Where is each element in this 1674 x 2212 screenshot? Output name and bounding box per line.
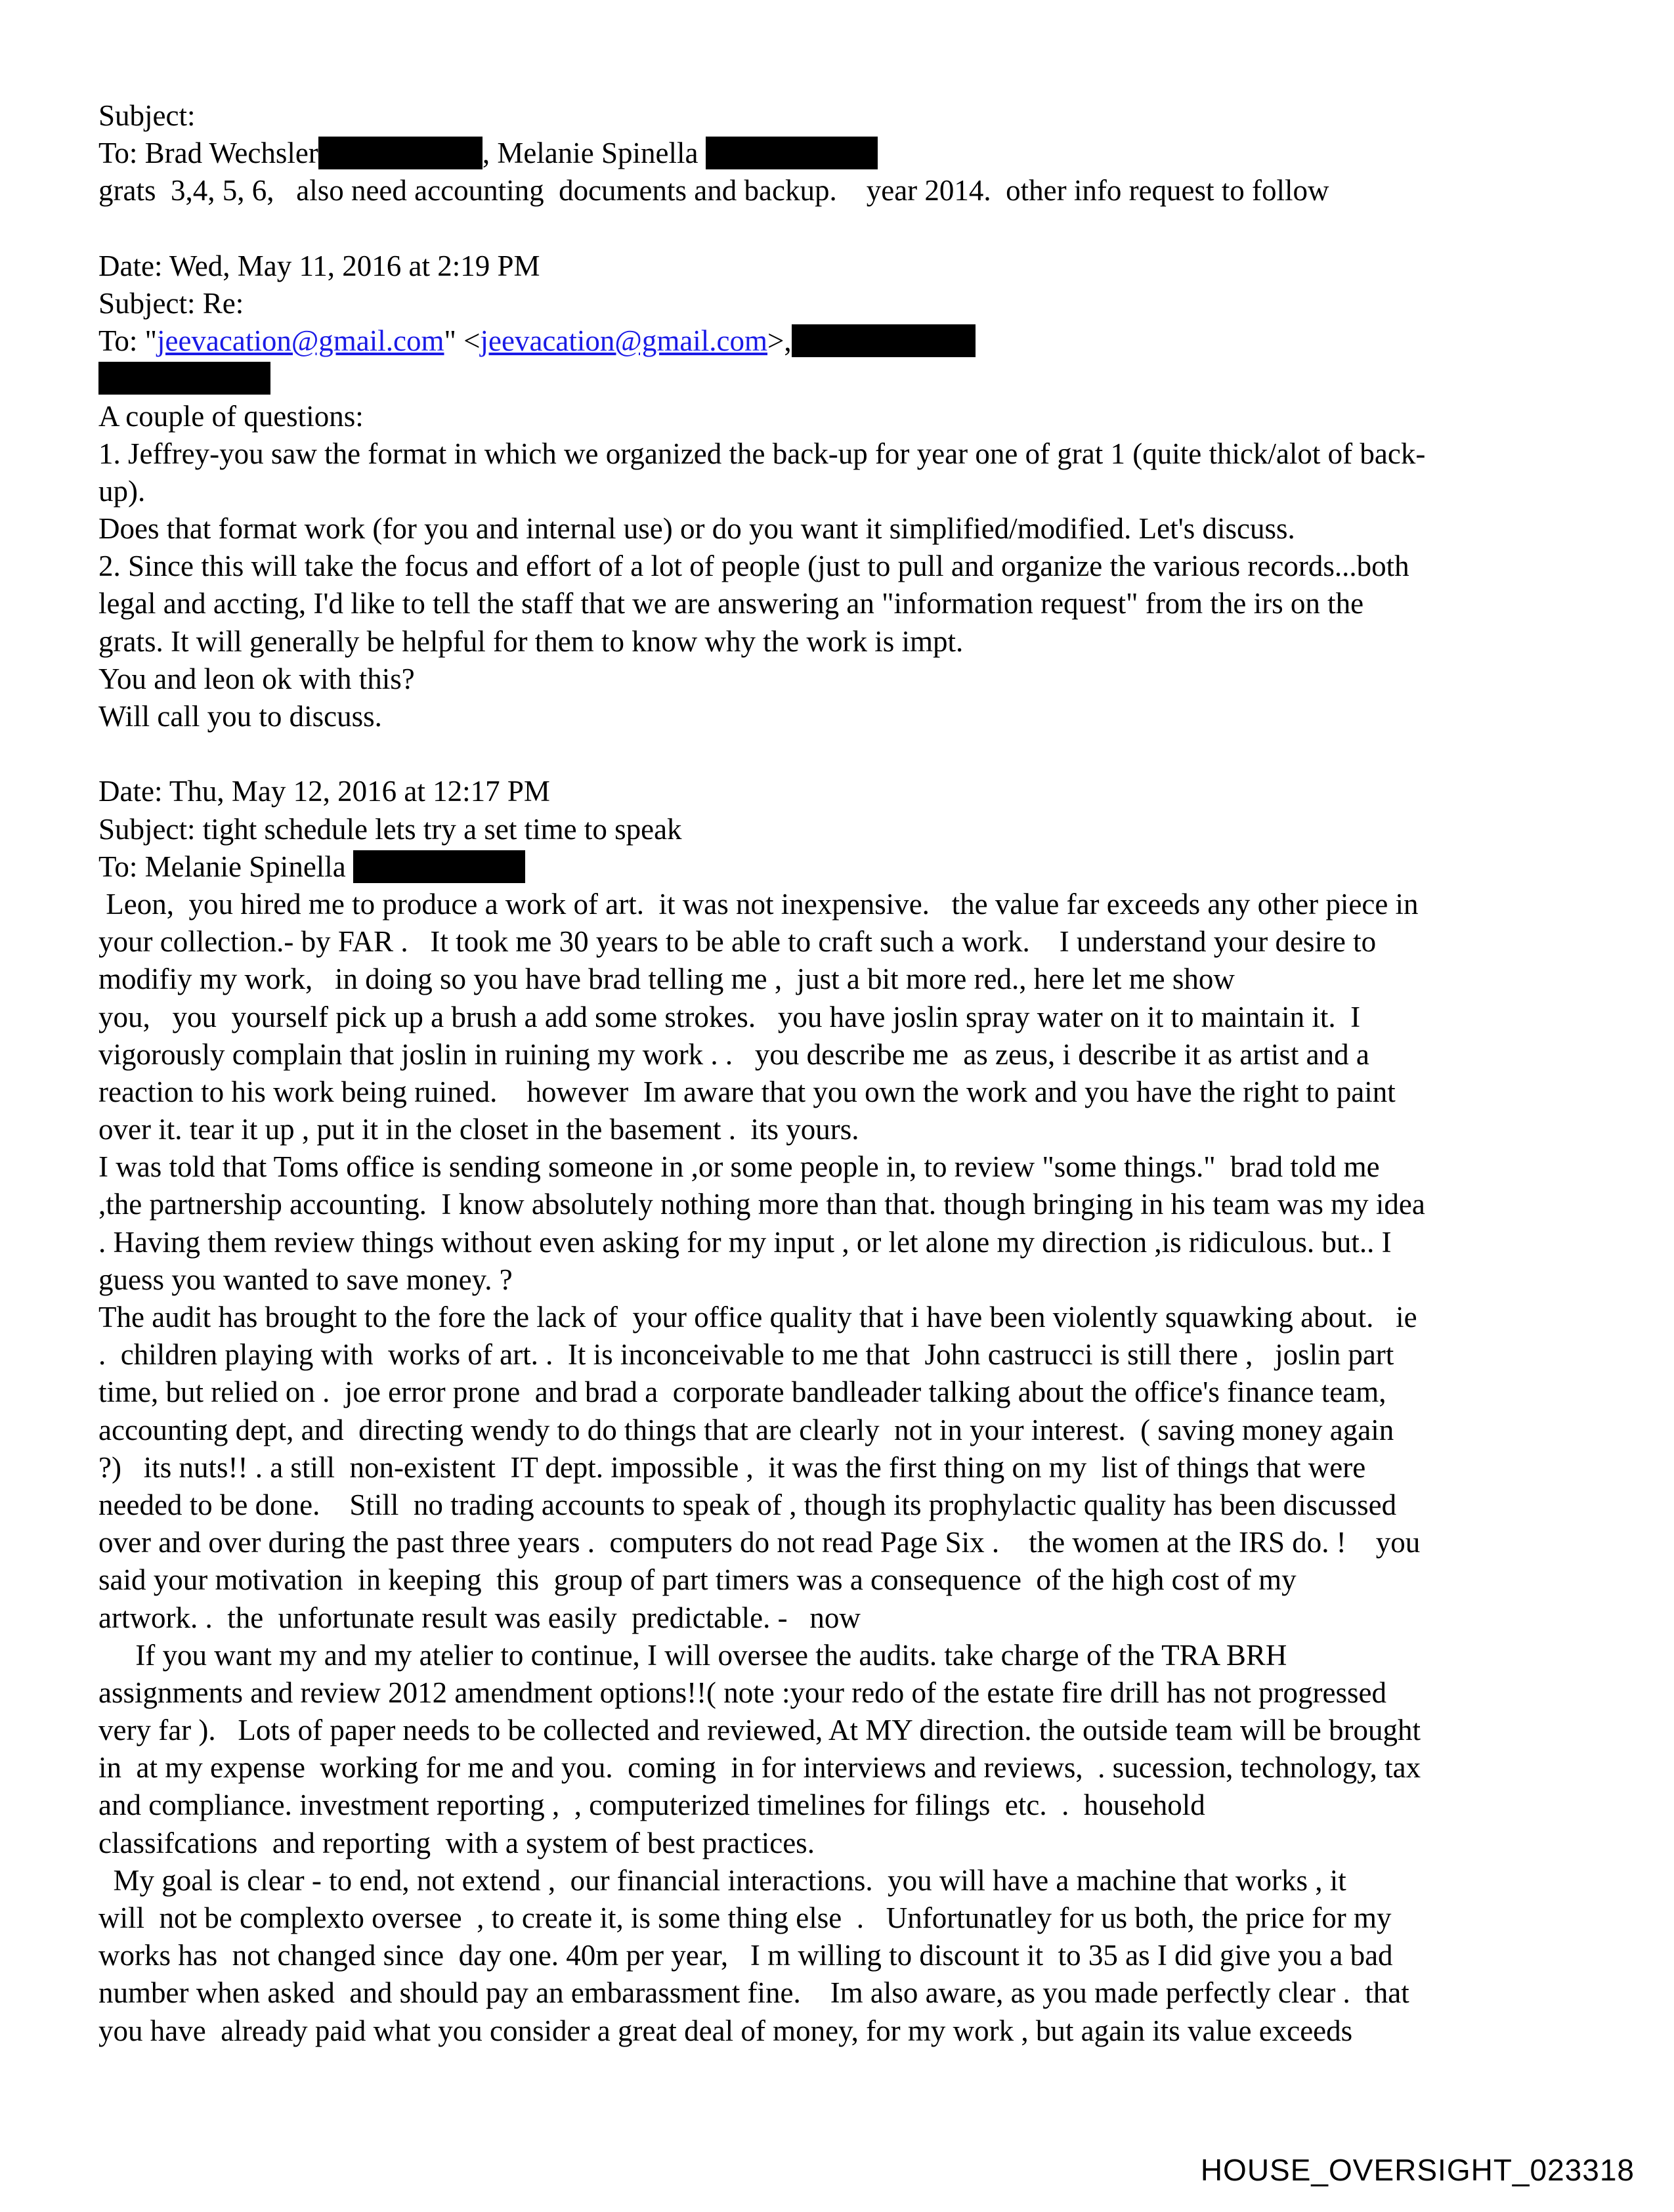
email3-body-line: over and over during the past three years . computers do not read Page Six . the women at the IRS do. ! you bbox=[98, 1526, 1421, 1559]
email3-body-line: and compliance. investment reporting , , computerized timelines for filings etc. . household bbox=[98, 1789, 1205, 1822]
email3-body-line: modifiy my work, in doing so you have brad telling me , just a bit more red., here let me show bbox=[98, 963, 1235, 996]
email3-body-line: over it. tear it up , put it in the closet in the basement . its yours. bbox=[98, 1113, 859, 1146]
email1-subject: Subject: bbox=[98, 99, 196, 132]
email2-body-line: You and leon ok with this? bbox=[98, 662, 415, 695]
email1-to-prefix: To: Brad Wechsler bbox=[98, 137, 318, 170]
email2-to-line bbox=[98, 322, 1582, 360]
email3-body-line: Leon, you hired me to produce a work of art. it was not inexpensive. the value far exceeds any other piece in bbox=[98, 887, 1419, 921]
email-link[interactable]: jeevacation@gmail.com bbox=[156, 324, 444, 358]
email3-body-line: I was told that Toms office is sending someone in ,or some people in, to review "some things." brad told me bbox=[98, 1150, 1380, 1184]
email3-body-line: in at my expense working for me and you. coming in for interviews and reviews, . sucession, technology, tax bbox=[98, 1751, 1421, 1785]
email2-body-line: 1. Jeffrey-you saw the format in which we organized the back-up for year one of grat 1 (quite thick/alot of back- bbox=[98, 437, 1426, 470]
email3-body-line: accounting dept, and directing wendy to do things that are clearly not in your interest. ( saving money again bbox=[98, 1413, 1394, 1446]
email3-date: Date: Thu, May 12, 2016 at 12:17 PM bbox=[98, 775, 550, 808]
email2-body-line: Does that format work (for you and internal use) or do you want it simplified/modified. Let's discuss. bbox=[98, 512, 1295, 546]
redaction-block bbox=[318, 137, 483, 169]
email2-subject: Subject: Re: bbox=[98, 286, 244, 320]
email2-date: Date: Wed, May 11, 2016 at 2:19 PM bbox=[98, 249, 540, 282]
email3-body-line: assignments and review 2012 amendment options!!( note :your redo of the estate fire drill has not progressed bbox=[98, 1676, 1386, 1709]
email3-body-line: . children playing with works of art. . It is inconceivable to me that John castrucci is still there , joslin part bbox=[98, 1338, 1394, 1372]
email2-body-line: Will call you to discuss. bbox=[98, 700, 382, 733]
email3-body-line: classifcations and reporting with a system of best practices. bbox=[98, 1826, 815, 1859]
email3-to-line bbox=[98, 848, 1582, 886]
email3-body-line: artwork. . the unfortunate result was easily predictable. - now bbox=[98, 1601, 861, 1634]
email1-to-mid: , Melanie Spinella bbox=[482, 137, 698, 170]
email3-body-line: will not be complexto oversee , to create it, is some thing else . Unfortunatley for us both, the price for my bbox=[98, 1901, 1392, 1934]
email3-body-line: you, you yourself pick up a brush a add some strokes. you have joslin spray water on it to maintain it. I bbox=[98, 1000, 1361, 1033]
redaction-block bbox=[353, 850, 525, 883]
email-link[interactable]: jeevacation@gmail.com bbox=[480, 324, 768, 358]
redaction-block bbox=[706, 137, 878, 169]
email1-body: grats 3,4, 5, 6, also need accounting documents and backup. year 2014. other info request to follow bbox=[98, 174, 1329, 207]
email2-body-line: up). bbox=[98, 474, 146, 508]
email2-to-prefix: To: " bbox=[98, 324, 157, 358]
spacer bbox=[98, 210, 1582, 248]
email3-body-line: you have already paid what you consider a great deal of money, for my work , but again its value exceeds bbox=[98, 2014, 1353, 2047]
email3-body-line: number when asked and should pay an embarassment fine. Im also aware, as you made perfectly clear . that bbox=[98, 1976, 1409, 2010]
email2-body-line: A couple of questions: bbox=[98, 399, 364, 433]
email3-body-line: reaction to his work being ruined. however Im aware that you own the work and you have the right to paint bbox=[98, 1075, 1396, 1108]
email3-subject: Subject: tight schedule lets try a set time to speak bbox=[98, 812, 682, 846]
email3-body-line: time, but relied on . joe error prone and brad a corporate bandleader talking about the office's finance team, bbox=[98, 1376, 1386, 1409]
email2-body-line: legal and accting, I'd like to tell the staff that we are answering an "information request" from the irs on the bbox=[98, 587, 1364, 620]
email3-body-line: . Having them review things without even asking for my input , or let alone my direction ,is ridiculous. but.. I bbox=[98, 1225, 1392, 1259]
email3-body-line: vigorously complain that joslin in ruining my work . . you describe me as zeus, i describe it as artist and a bbox=[98, 1037, 1369, 1071]
email3-body-line: needed to be done. Still no trading accounts to speak of , though its prophylactic quality has been discussed bbox=[98, 1488, 1397, 1521]
email3-body-line: your collection.- by FAR . It took me 30 years to be able to craft such a work. I understand your desire to bbox=[98, 925, 1377, 959]
email2-to-mid: " < bbox=[444, 324, 481, 358]
email2-to-suffix: >, bbox=[767, 324, 792, 358]
email3-body-line: guess you wanted to save money. ? bbox=[98, 1263, 513, 1296]
redaction-block bbox=[98, 362, 270, 395]
email3-body-line: If you want my and my atelier to continue, I will oversee the audits. take charge of the TRA BRH bbox=[98, 1638, 1287, 1672]
email3-body-line: very far ). Lots of paper needs to be collected and reviewed, At MY direction. the outside team will be brought bbox=[98, 1714, 1421, 1747]
document-page bbox=[98, 97, 1582, 2050]
email3-to-prefix: To: Melanie Spinella bbox=[98, 850, 346, 883]
email1-to-line bbox=[98, 135, 1582, 172]
email3-body-line: said your motivation in keeping this group of part timers was a consequence of the high cost of my bbox=[98, 1563, 1297, 1597]
email2-body-line: 2. Since this will take the focus and effort of a lot of people (just to pull and organize the various records...both bbox=[98, 550, 1409, 583]
email3-body-line: ?) its nuts!! . a still non-existent IT dept. impossible , it was the first thing on my list of things that were bbox=[98, 1450, 1366, 1484]
email3-body-line: The audit has brought to the fore the lack of your office quality that i have been violently squawking about. ie bbox=[98, 1301, 1417, 1334]
bates-number: HOUSE_OVERSIGHT_023318 bbox=[1200, 2153, 1635, 2187]
spacer bbox=[98, 735, 1582, 773]
email3-body-line: ,the partnership accounting. I know absolutely nothing more than that. though bringing in his team was my idea bbox=[98, 1188, 1425, 1221]
email2-body-line: grats. It will generally be helpful for them to know why the work is impt. bbox=[98, 624, 964, 658]
redaction-block bbox=[792, 324, 976, 357]
email2-redaction-line bbox=[98, 360, 1582, 397]
email3-body-line: works has not changed since day one. 40m per year, I m willing to discount it to 35 as I did give you a bad bbox=[98, 1939, 1393, 1972]
email3-body-line: My goal is clear - to end, not extend , our financial interactions. you will have a machine that works , it bbox=[98, 1863, 1346, 1897]
